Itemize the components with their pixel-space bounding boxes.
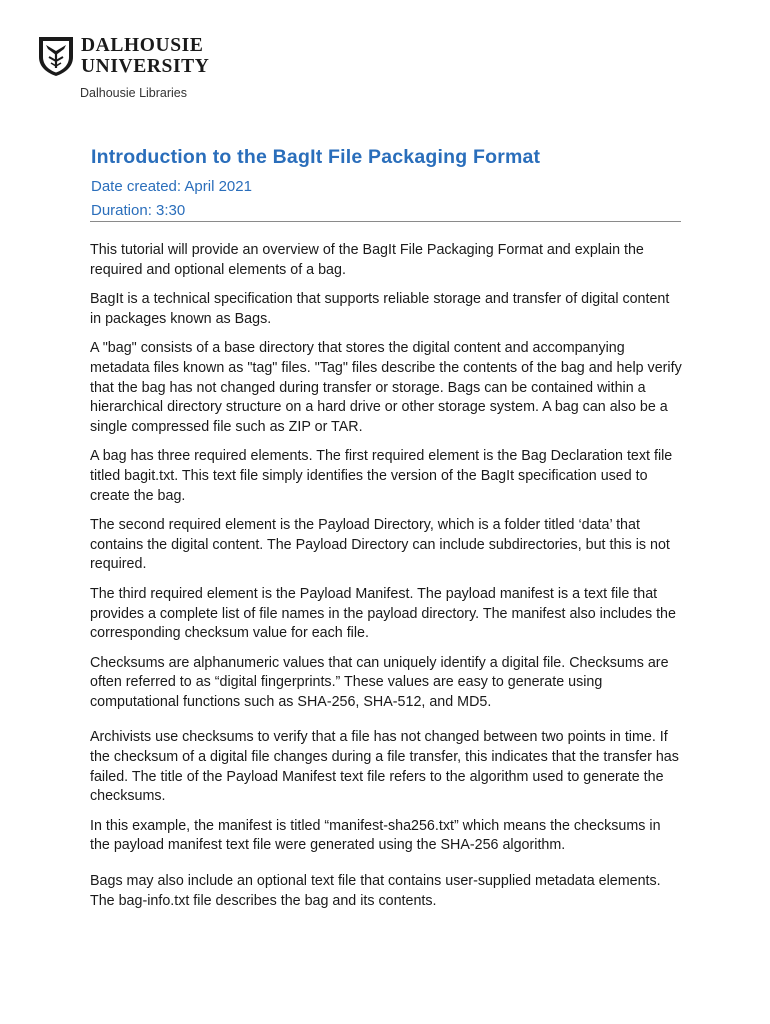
paragraph: A bag has three required elements. The first required element is the Bag Declaration text file titled bagit.txt. This text file simply identifies the version of the BagIt specification used to create the bag. bbox=[90, 448, 673, 504]
paragraph: BagIt is a technical specification that supports reliable storage and transfer of digital content in packages known as Bags. bbox=[90, 291, 670, 327]
shield-crest-icon bbox=[37, 35, 75, 77]
libraries-subtitle: Dalhousie Libraries bbox=[80, 86, 188, 100]
paragraph: Checksums are alphanumeric values that can uniquely identify a digital file. Checksums are often referred to as “digital fingerprints.” These values are easy to generate using computational functions such as SHA-256, SHA-512, and MD5. bbox=[90, 654, 669, 710]
paragraph: The second required element is the Payload Directory, which is a folder titled ‘data’ that contains the digital content. The Payload Directory can include subdirectories, but this is not required. bbox=[90, 517, 670, 573]
paragraph: This tutorial will provide an overview of the BagIt File Packaging Format and explain the required and optional elements of a bag. bbox=[90, 242, 644, 278]
document-body bbox=[90, 241, 684, 921]
logo-line-1: DALHOUSIE bbox=[81, 35, 204, 56]
document-title: Introduction to the BagIt File Packaging Format bbox=[91, 146, 541, 168]
paragraph: Archivists use checksums to verify that a file has not changed between two points in time. If the checksum of a digital file changes during a file transfer, this indicates that the transfer has failed. The title of the Payload Manifest text file refers to the algorithm used to generate the checksums. bbox=[90, 729, 679, 805]
paragraph: The third required element is the Payload Manifest. The payload manifest is a text file that provides a complete list of file names in the payload directory. The manifest also includes the corresponding checksum value for each file. bbox=[90, 585, 676, 642]
paragraph: A "bag" consists of a base directory that stores the digital content and accompanying metadata files known as "tag" files. "Tag" files describe the contents of the bag and help verify that the bag has not changed during transfer or storage. Bags can be contained within a hierarchical directory structure on a hard drive or other storage system. A bag can also be a single compressed file such as ZIP or TAR. bbox=[90, 340, 682, 435]
title-divider bbox=[90, 221, 681, 222]
logo-line-2: UNIVERSITY bbox=[81, 56, 210, 77]
duration: Duration: 3:30 bbox=[91, 202, 186, 219]
date-created: Date created: April 2021 bbox=[91, 178, 252, 195]
paragraph: In this example, the manifest is titled “manifest-sha256.txt” which means the checksums in the payload manifest text file were generated using the SHA-256 algorithm. bbox=[90, 817, 661, 854]
university-logo bbox=[37, 35, 209, 77]
paragraph: Bags may also include an optional text file that contains user-supplied metadata elements. The bag-info.txt file describes the bag and its contents. bbox=[90, 873, 661, 909]
